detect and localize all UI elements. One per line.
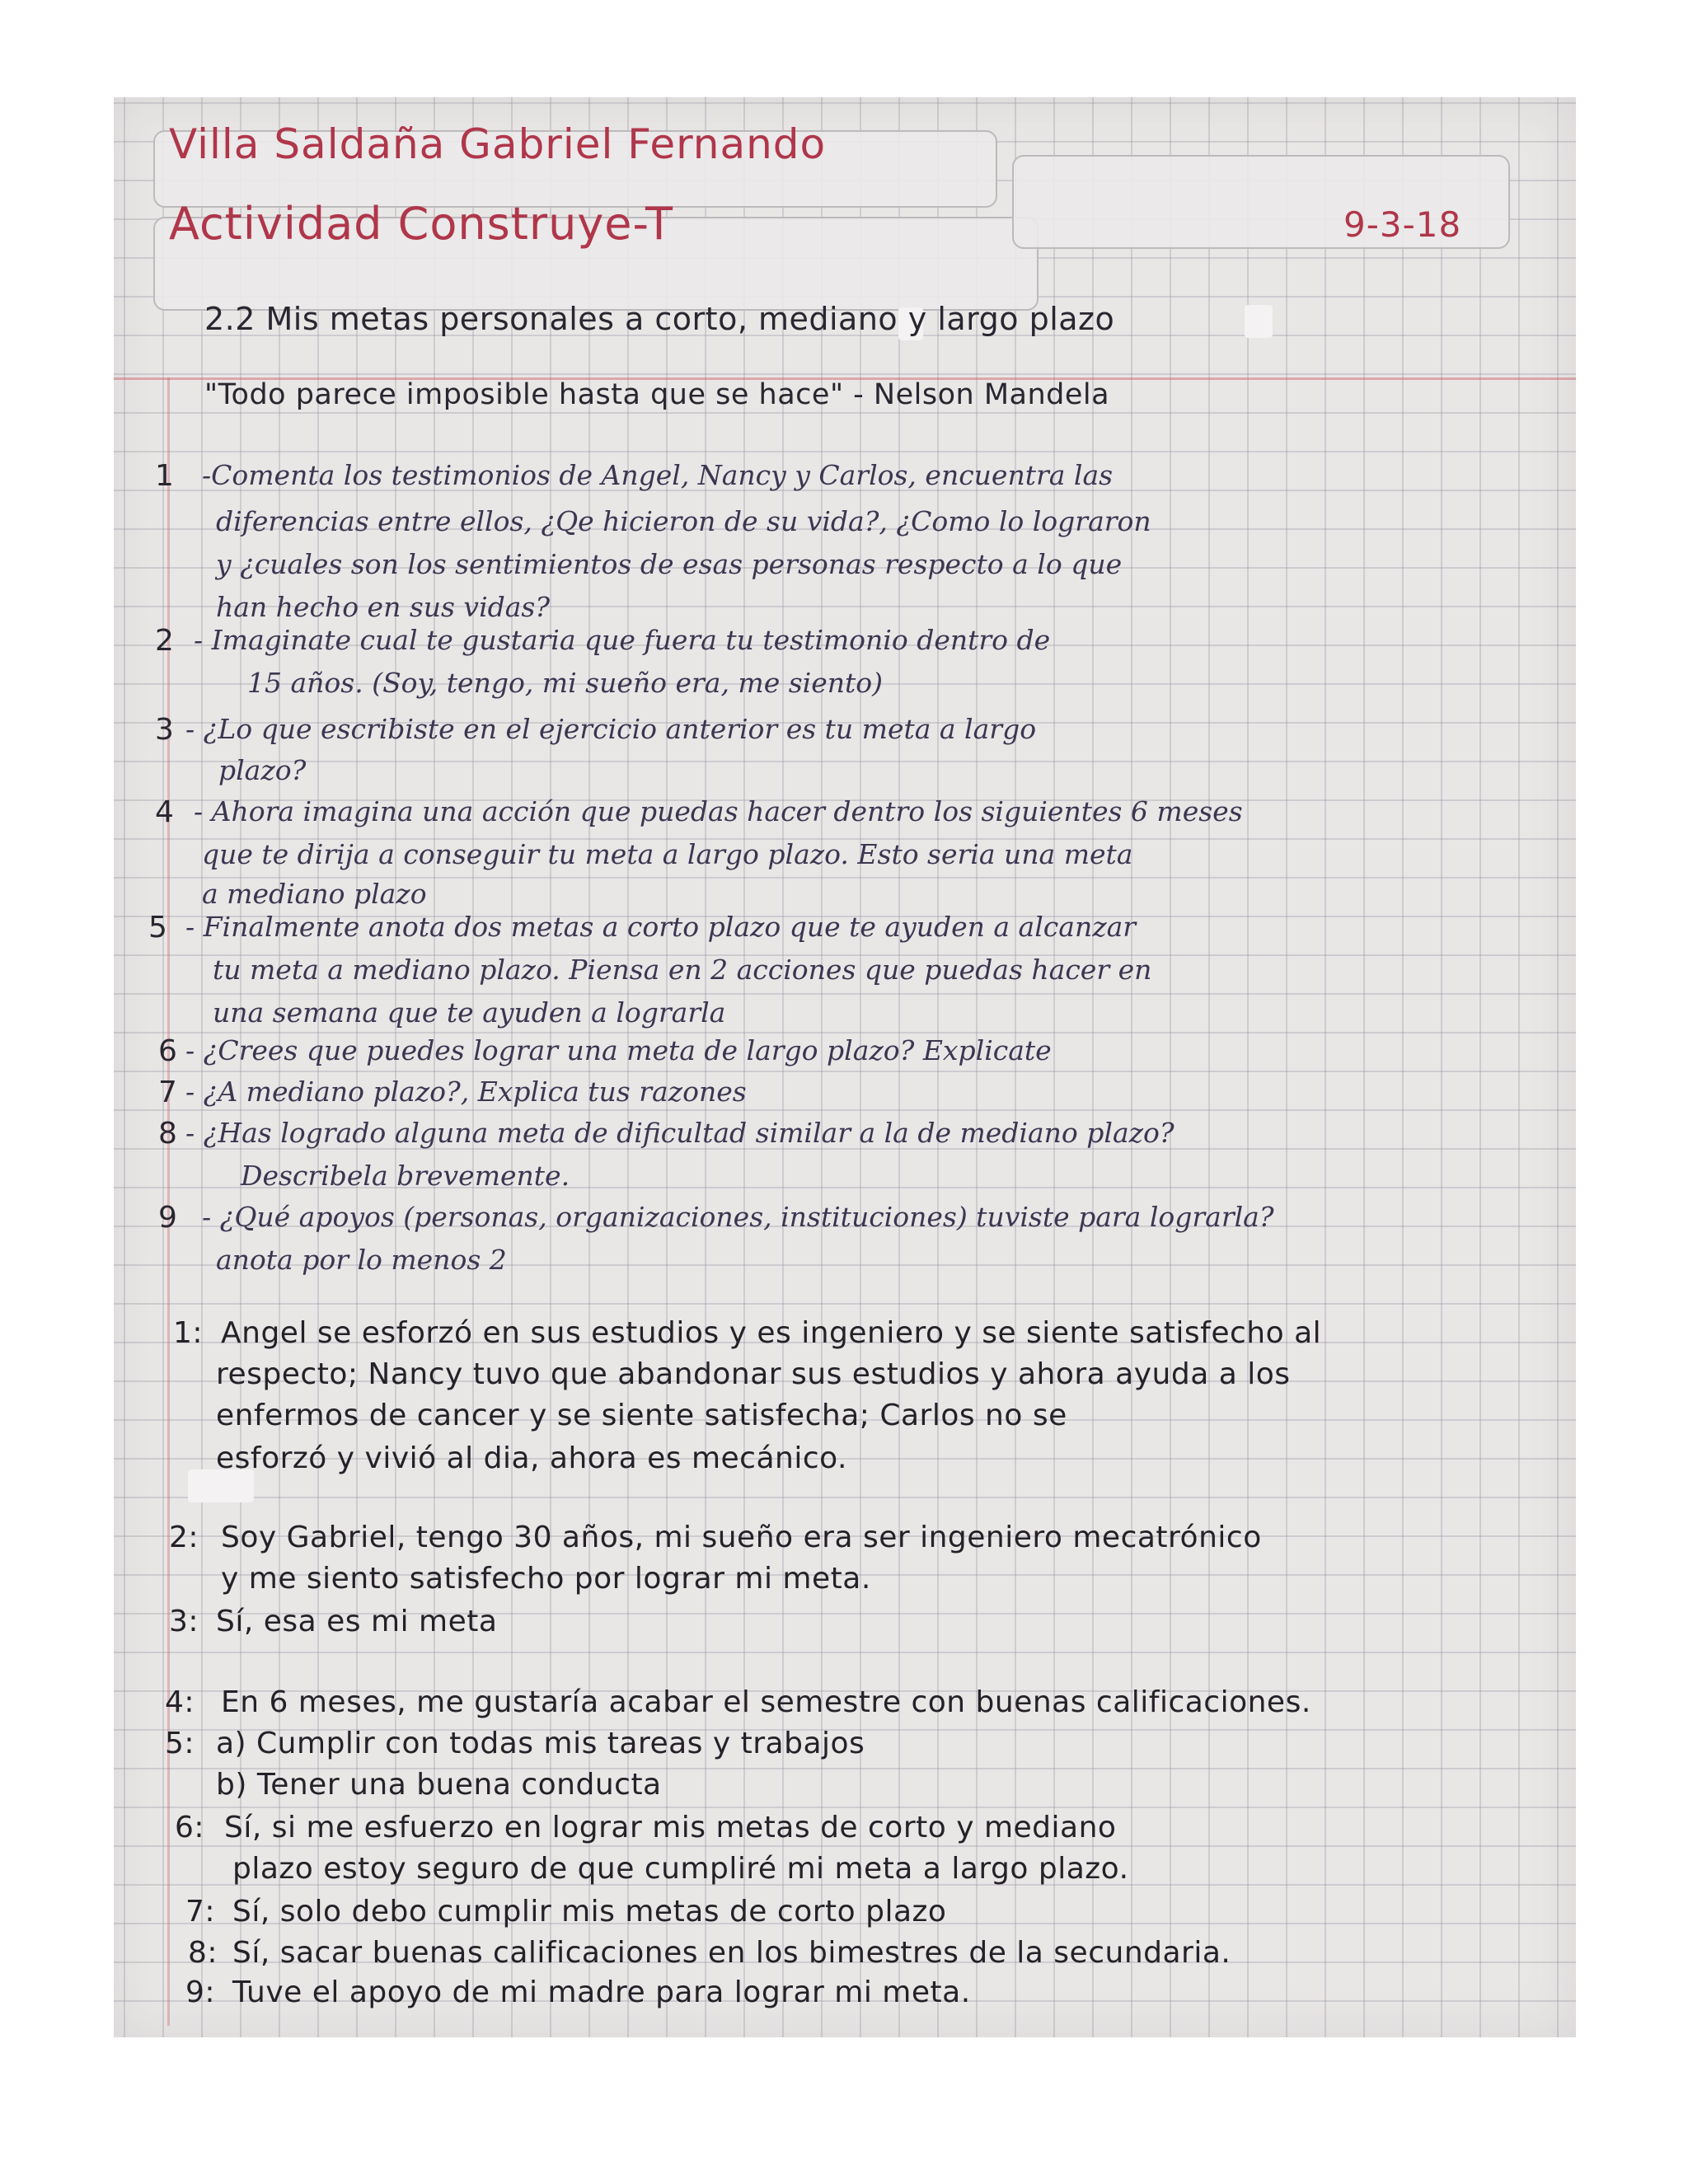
answer-line: y me siento satisfecho por lograr mi meta. [221,1562,871,1596]
question-number: 7 [158,1076,177,1109]
question-number: 1 [155,459,174,493]
correction-blot [1245,305,1273,338]
question-line: Describela brevemente. [241,1160,570,1192]
answer-line: a) Cumplir con todas mis tareas y trabajos [216,1727,865,1760]
answer-number: 3: [169,1605,199,1638]
answer-number: 6: [175,1811,205,1844]
question-line: que te dirija a conseguir tu meta a largo plazo. Esto seria una meta [202,838,1133,870]
question-line: - ¿Qué apoyos (personas, organizaciones, instituciones) tuviste para lograrla? [202,1201,1274,1233]
activity-title: Actividad Construye-T [169,198,674,250]
answer-line: Sí, sacar buenas calificaciones en los bimestres de la secundaria. [232,1936,1231,1970]
answer-line: Soy Gabriel, tengo 30 años, mi sueño era ser ingeniero mecatrónico [221,1521,1262,1554]
question-line: anota por lo menos 2 [216,1244,507,1276]
answer-line: Sí, solo debo cumplir mis metas de corto plazo [232,1895,947,1929]
question-line: diferencias entre ellos, ¿Qe hicieron de su vida?, ¿Como lo lograron [216,505,1151,537]
answer-line: Tuve el apoyo de mi madre para lograr mi meta. [232,1975,971,2009]
answer-line: En 6 meses, me gustaría acabar el semestre con buenas calificaciones. [221,1685,1311,1719]
question-line: y ¿cuales son los sentimientos de esas personas respecto a lo que [216,548,1123,580]
date: 9-3-18 [1343,204,1462,245]
question-line: - ¿Crees que puedes lograr una meta de largo plazo? Explicate [185,1034,1052,1066]
question-line: - Imaginate cual te gustaria que fuera tu testimonio dentro de [194,624,1051,656]
question-line: - ¿Lo que escribiste en el ejercicio anterior es tu meta a largo [185,713,1037,745]
question-line: - ¿A mediano plazo?, Explica tus razones [185,1076,747,1108]
question-number: 6 [158,1034,177,1068]
answer-line: enfermos de cancer y se siente satisfecha; Carlos no se [216,1399,1067,1432]
question-line: plazo? [218,754,307,786]
question-number: 2 [155,624,174,658]
section-title: 2.2 Mis metas personales a corto, mediano y largo plazo [204,301,1115,337]
question-line: - ¿Has logrado alguna meta de dificultad similar a la de mediano plazo? [185,1117,1175,1149]
question-line: a mediano plazo [202,878,427,910]
answer-number: 7: [185,1895,216,1929]
answer-line: plazo estoy seguro de que cumpliré mi meta a largo plazo. [232,1852,1129,1886]
question-line: -Comenta los testimonios de Angel, Nancy y Carlos, encuentra las [202,459,1114,491]
answer-line: esforzó y vivió al dia, ahora es mecánico. [216,1441,847,1475]
answer-line: Angel se esforzó en sus estudios y es ingeniero y se siente satisfecho al [221,1316,1322,1350]
question-line: 15 años. (Soy, tengo, mi sueño era, me siento) [247,667,884,699]
answer-number: 8: [188,1936,218,1970]
section-quote: "Todo parece imposible hasta que se hace" - Nelson Mandela [204,378,1110,411]
answer-line: b) Tener una buena conducta [216,1768,662,1802]
answer-line: Sí, si me esfuerzo en lograr mis metas de corto y mediano [224,1811,1117,1844]
question-number: 3 [155,713,174,747]
question-number: 5 [148,911,167,944]
answer-number: 4: [165,1685,195,1719]
question-line: han hecho en sus vidas? [216,591,551,623]
question-number: 8 [158,1117,177,1151]
student-name: Villa Saldaña Gabriel Fernando [169,120,827,168]
question-line: tu meta a mediano plazo. Piensa en 2 acciones que puedas hacer en [213,954,1152,986]
question-number: 4 [155,795,174,829]
question-line: una semana que te ayuden a lograrla [213,996,726,1029]
question-number: 9 [158,1201,177,1235]
question-line: - Finalmente anota dos metas a corto plazo que te ayuden a alcanzar [185,911,1137,943]
answer-number: 5: [165,1727,195,1760]
answer-number: 1: [173,1316,204,1350]
question-line: - Ahora imagina una acción que puedas hacer dentro los siguientes 6 meses [194,795,1243,827]
answer-number: 9: [185,1975,216,2009]
answer-line: respecto; Nancy tuvo que abandonar sus estudios y ahora ayuda a los [216,1357,1291,1391]
answer-number: 2: [169,1521,199,1554]
answer-line: Sí, esa es mi meta [216,1605,498,1638]
